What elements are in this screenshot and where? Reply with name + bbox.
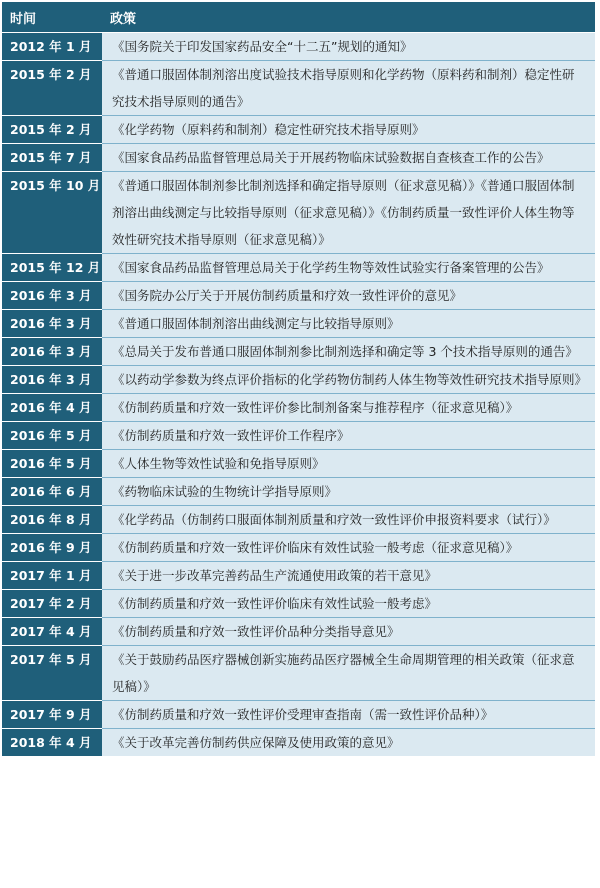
row-time: 2016 年 3 月 xyxy=(2,282,102,310)
table-row xyxy=(2,506,595,534)
table-row xyxy=(2,61,595,116)
row-policy: 《关于鼓励药品医疗器械创新实施药品医疗器械全生命周期管理的相关政策（征求意见稿）》 xyxy=(102,646,595,701)
table-row xyxy=(2,310,595,338)
table-row xyxy=(2,590,595,618)
row-policy: 《国家食品药品监督管理总局关于化学药生物等效性试验实行备案管理的公告》 xyxy=(102,254,595,282)
row-policy: 《药物临床试验的生物统计学指导原则》 xyxy=(102,478,595,506)
row-time: 2015 年 2 月 xyxy=(2,116,102,144)
row-policy: 《仿制药质量和疗效一致性评价工作程序》 xyxy=(102,422,595,450)
row-policy: 《化学药品（仿制药口服面体制剂质量和疗效一致性评价申报资料要求（试行）》 xyxy=(102,506,595,534)
row-time: 2015 年 10 月 xyxy=(2,172,102,254)
row-time: 2017 年 2 月 xyxy=(2,590,102,618)
table-row xyxy=(2,701,595,729)
row-policy: 《国家食品药品监督管理总局关于开展药物临床试验数据自查核查工作的公告》 xyxy=(102,144,595,172)
table-row xyxy=(2,116,595,144)
table-row xyxy=(2,366,595,394)
row-time: 2016 年 8 月 xyxy=(2,506,102,534)
row-time: 2017 年 5 月 xyxy=(2,646,102,701)
header-policy: 政策 xyxy=(102,2,595,33)
row-time: 2016 年 4 月 xyxy=(2,394,102,422)
table-row xyxy=(2,338,595,366)
row-policy: 《仿制药质量和疗效一致性评价品种分类指导意见》 xyxy=(102,618,595,646)
row-time: 2016 年 5 月 xyxy=(2,450,102,478)
row-policy: 《仿制药质量和疗效一致性评价临床有效性试验一般考虑（征求意见稿）》 xyxy=(102,534,595,562)
row-time: 2017 年 9 月 xyxy=(2,701,102,729)
table-row xyxy=(2,450,595,478)
row-policy: 《国务院关于印发国家药品安全“十二五”规划的通知》 xyxy=(102,33,595,61)
row-policy: 《以药动学参数为终点评价指标的化学药物仿制药人体生物等效性研究技术指导原则》 xyxy=(102,366,595,394)
row-time: 2015 年 2 月 xyxy=(2,61,102,116)
table-row xyxy=(2,172,595,254)
row-time: 2016 年 3 月 xyxy=(2,338,102,366)
table-row xyxy=(2,422,595,450)
table-row xyxy=(2,729,595,757)
row-policy: 《普通口服固体制剂溶出度试验技术指导原则和化学药物（原料药和制剂）稳定性研究技术指导原则的通告》 xyxy=(102,61,595,116)
header-time: 时间 xyxy=(2,2,102,33)
row-time: 2012 年 1 月 xyxy=(2,33,102,61)
row-policy: 《人体生物等效性试验和免指导原则》 xyxy=(102,450,595,478)
row-policy: 《关于进一步改革完善药品生产流通使用政策的若干意见》 xyxy=(102,562,595,590)
table-row xyxy=(2,478,595,506)
table-header-row xyxy=(2,2,595,33)
row-policy: 《总局关于发布普通口服固体制剂参比制剂选择和确定等 3 个技术指导原则的通告》 xyxy=(102,338,595,366)
row-time: 2016 年 3 月 xyxy=(2,310,102,338)
table-body xyxy=(2,33,595,757)
table-row xyxy=(2,254,595,282)
table-row xyxy=(2,618,595,646)
row-time: 2016 年 6 月 xyxy=(2,478,102,506)
row-policy: 《普通口服固体制剂参比制剂选择和确定指导原则（征求意见稿）》《普通口服固体制剂溶出曲线测定与比较指导原则（征求意见稿）》《仿制药质量一致性评价人体生物等效性研究技术指导原则（征求意见稿）》 xyxy=(102,172,595,254)
table-row xyxy=(2,282,595,310)
table-row xyxy=(2,562,595,590)
policy-timeline-table xyxy=(2,2,595,756)
row-time: 2016 年 9 月 xyxy=(2,534,102,562)
table-row xyxy=(2,534,595,562)
row-time: 2017 年 4 月 xyxy=(2,618,102,646)
table-row xyxy=(2,394,595,422)
row-policy: 《仿制药质量和疗效一致性评价参比制剂备案与推荐程序（征求意见稿）》 xyxy=(102,394,595,422)
row-time: 2016 年 3 月 xyxy=(2,366,102,394)
row-time: 2016 年 5 月 xyxy=(2,422,102,450)
row-policy: 《仿制药质量和疗效一致性评价受理审查指南（需一致性评价品种）》 xyxy=(102,701,595,729)
row-time: 2015 年 7 月 xyxy=(2,144,102,172)
row-time: 2015 年 12 月 xyxy=(2,254,102,282)
row-policy: 《化学药物（原料药和制剂）稳定性研究技术指导原则》 xyxy=(102,116,595,144)
row-time: 2017 年 1 月 xyxy=(2,562,102,590)
table-row xyxy=(2,144,595,172)
row-policy: 《仿制药质量和疗效一致性评价临床有效性试验一般考虑》 xyxy=(102,590,595,618)
row-policy: 《普通口服固体制剂溶出曲线测定与比较指导原则》 xyxy=(102,310,595,338)
table-row xyxy=(2,646,595,701)
table-row xyxy=(2,33,595,61)
row-policy: 《关于改革完善仿制药供应保障及使用政策的意见》 xyxy=(102,729,595,757)
row-time: 2018 年 4 月 xyxy=(2,729,102,757)
row-policy: 《国务院办公厅关于开展仿制药质量和疗效一致性评价的意见》 xyxy=(102,282,595,310)
